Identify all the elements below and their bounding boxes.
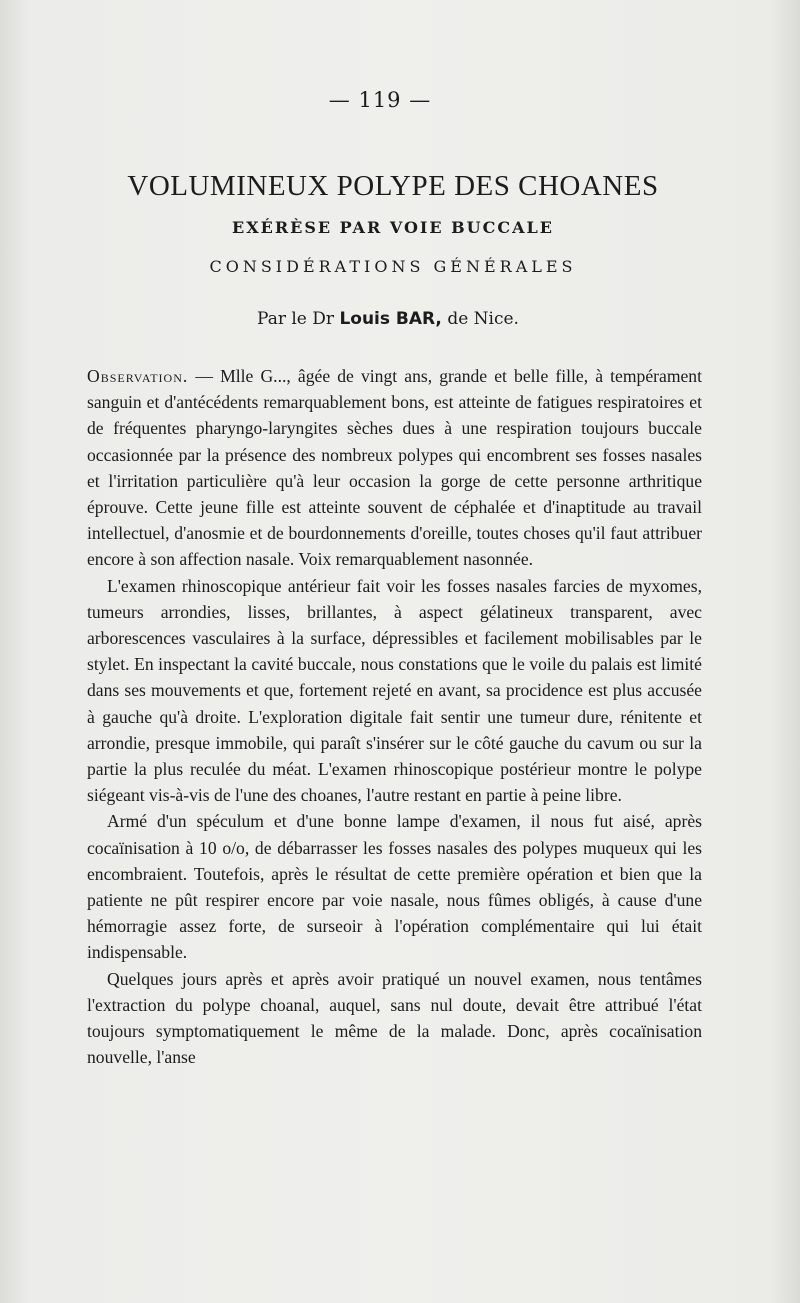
author-location: de Nice.	[447, 309, 519, 329]
article-subtitle-considerations: CONSIDÉRATIONS GÉNÉRALES	[209, 257, 577, 276]
observation-text: — Mlle G..., âgée de vingt ans, grande et belle fille, à tempérament sanguin et d'antécédents remarquablement bons, est atteinte de fatigues respiratoires et de fréquentes pharyngo-laryngites sèches dues à une respiration toujours buccale occasionnée par la présence des nombreux polypes qui encombrent ses fosses nasales et l'irritation particulière qu'à leur occasion la gorge de cette personne arthritique éprouve. Cette jeune fille est atteinte souvent de céphalée et d'inaptitude au travail intellectuel, d'anosmie et de bourdonnements d'oreille, toutes choses qu'il faut attribuer encore à son affection nasale. Voix remarquablement nasonnée.	[87, 366, 702, 570]
author-name: Louis BAR,	[339, 309, 442, 329]
article-subtitle-excision: EXÉRÈSE PAR VOIE BUCCALE	[232, 218, 554, 237]
paragraph-examination: L'examen rhinoscopique antérieur fait voir les fosses nasales farcies de myxomes, tumeurs arrondies, lisses, brillantes, à aspect gélatineux transparent, avec arborescences vasculaires à la surface, dépressibles et facilement mobilisables par le stylet. En inspectant la cavité buccale, nous constations que le voile du palais est limité dans ses mouvements et que, fortement rejeté en avant, sa procidence est plus accusée à gauche qu'à droite. L'exploration digitale fait sentir une tumeur dure, rénitente et arrondie, presque immobile, qui paraît s'insérer sur le côté gauche du cavum ou sur la partie la plus reculée du méat. L'examen rhinoscopique postérieur montre le polype siégeant vis-à-vis de l'une des choanes, l'autre restant en partie à peine libre.	[87, 575, 702, 806]
page-number: — 119 —	[328, 88, 432, 112]
author-prefix: Par le Dr	[257, 309, 335, 329]
article-title: VOLUMINEUX POLYPE DES CHOANES	[127, 170, 659, 202]
paragraph-observation	[87, 363, 702, 573]
author-line	[0, 309, 776, 329]
article-body	[87, 363, 702, 1070]
observation-label: Observation.	[87, 366, 189, 386]
paragraph-second-operation: Quelques jours après et après avoir pratiqué un nouvel examen, nous tentâmes l'extraction du polype choanal, auquel, sans nul doute, devait être attribué l'état toujours symptomatiquement le même de la malade. Donc, après cocaïnisation nouvelle, l'anse	[87, 968, 702, 1068]
paragraph-first-operation: Armé d'un spéculum et d'une bonne lampe d'examen, il nous fut aisé, après cocaïnisation à 10 o/o, de débarrasser les fosses nasales des polypes muqueux qui les encombraient. Toutefois, après le résultat de cette première opération et bien que la patiente ne pût respirer encore par voie nasale, nous fûmes obligés, à cause d'une hémorragie assez forte, de surseoir à l'opération complémentaire qui lui était indispensable.	[87, 811, 702, 963]
